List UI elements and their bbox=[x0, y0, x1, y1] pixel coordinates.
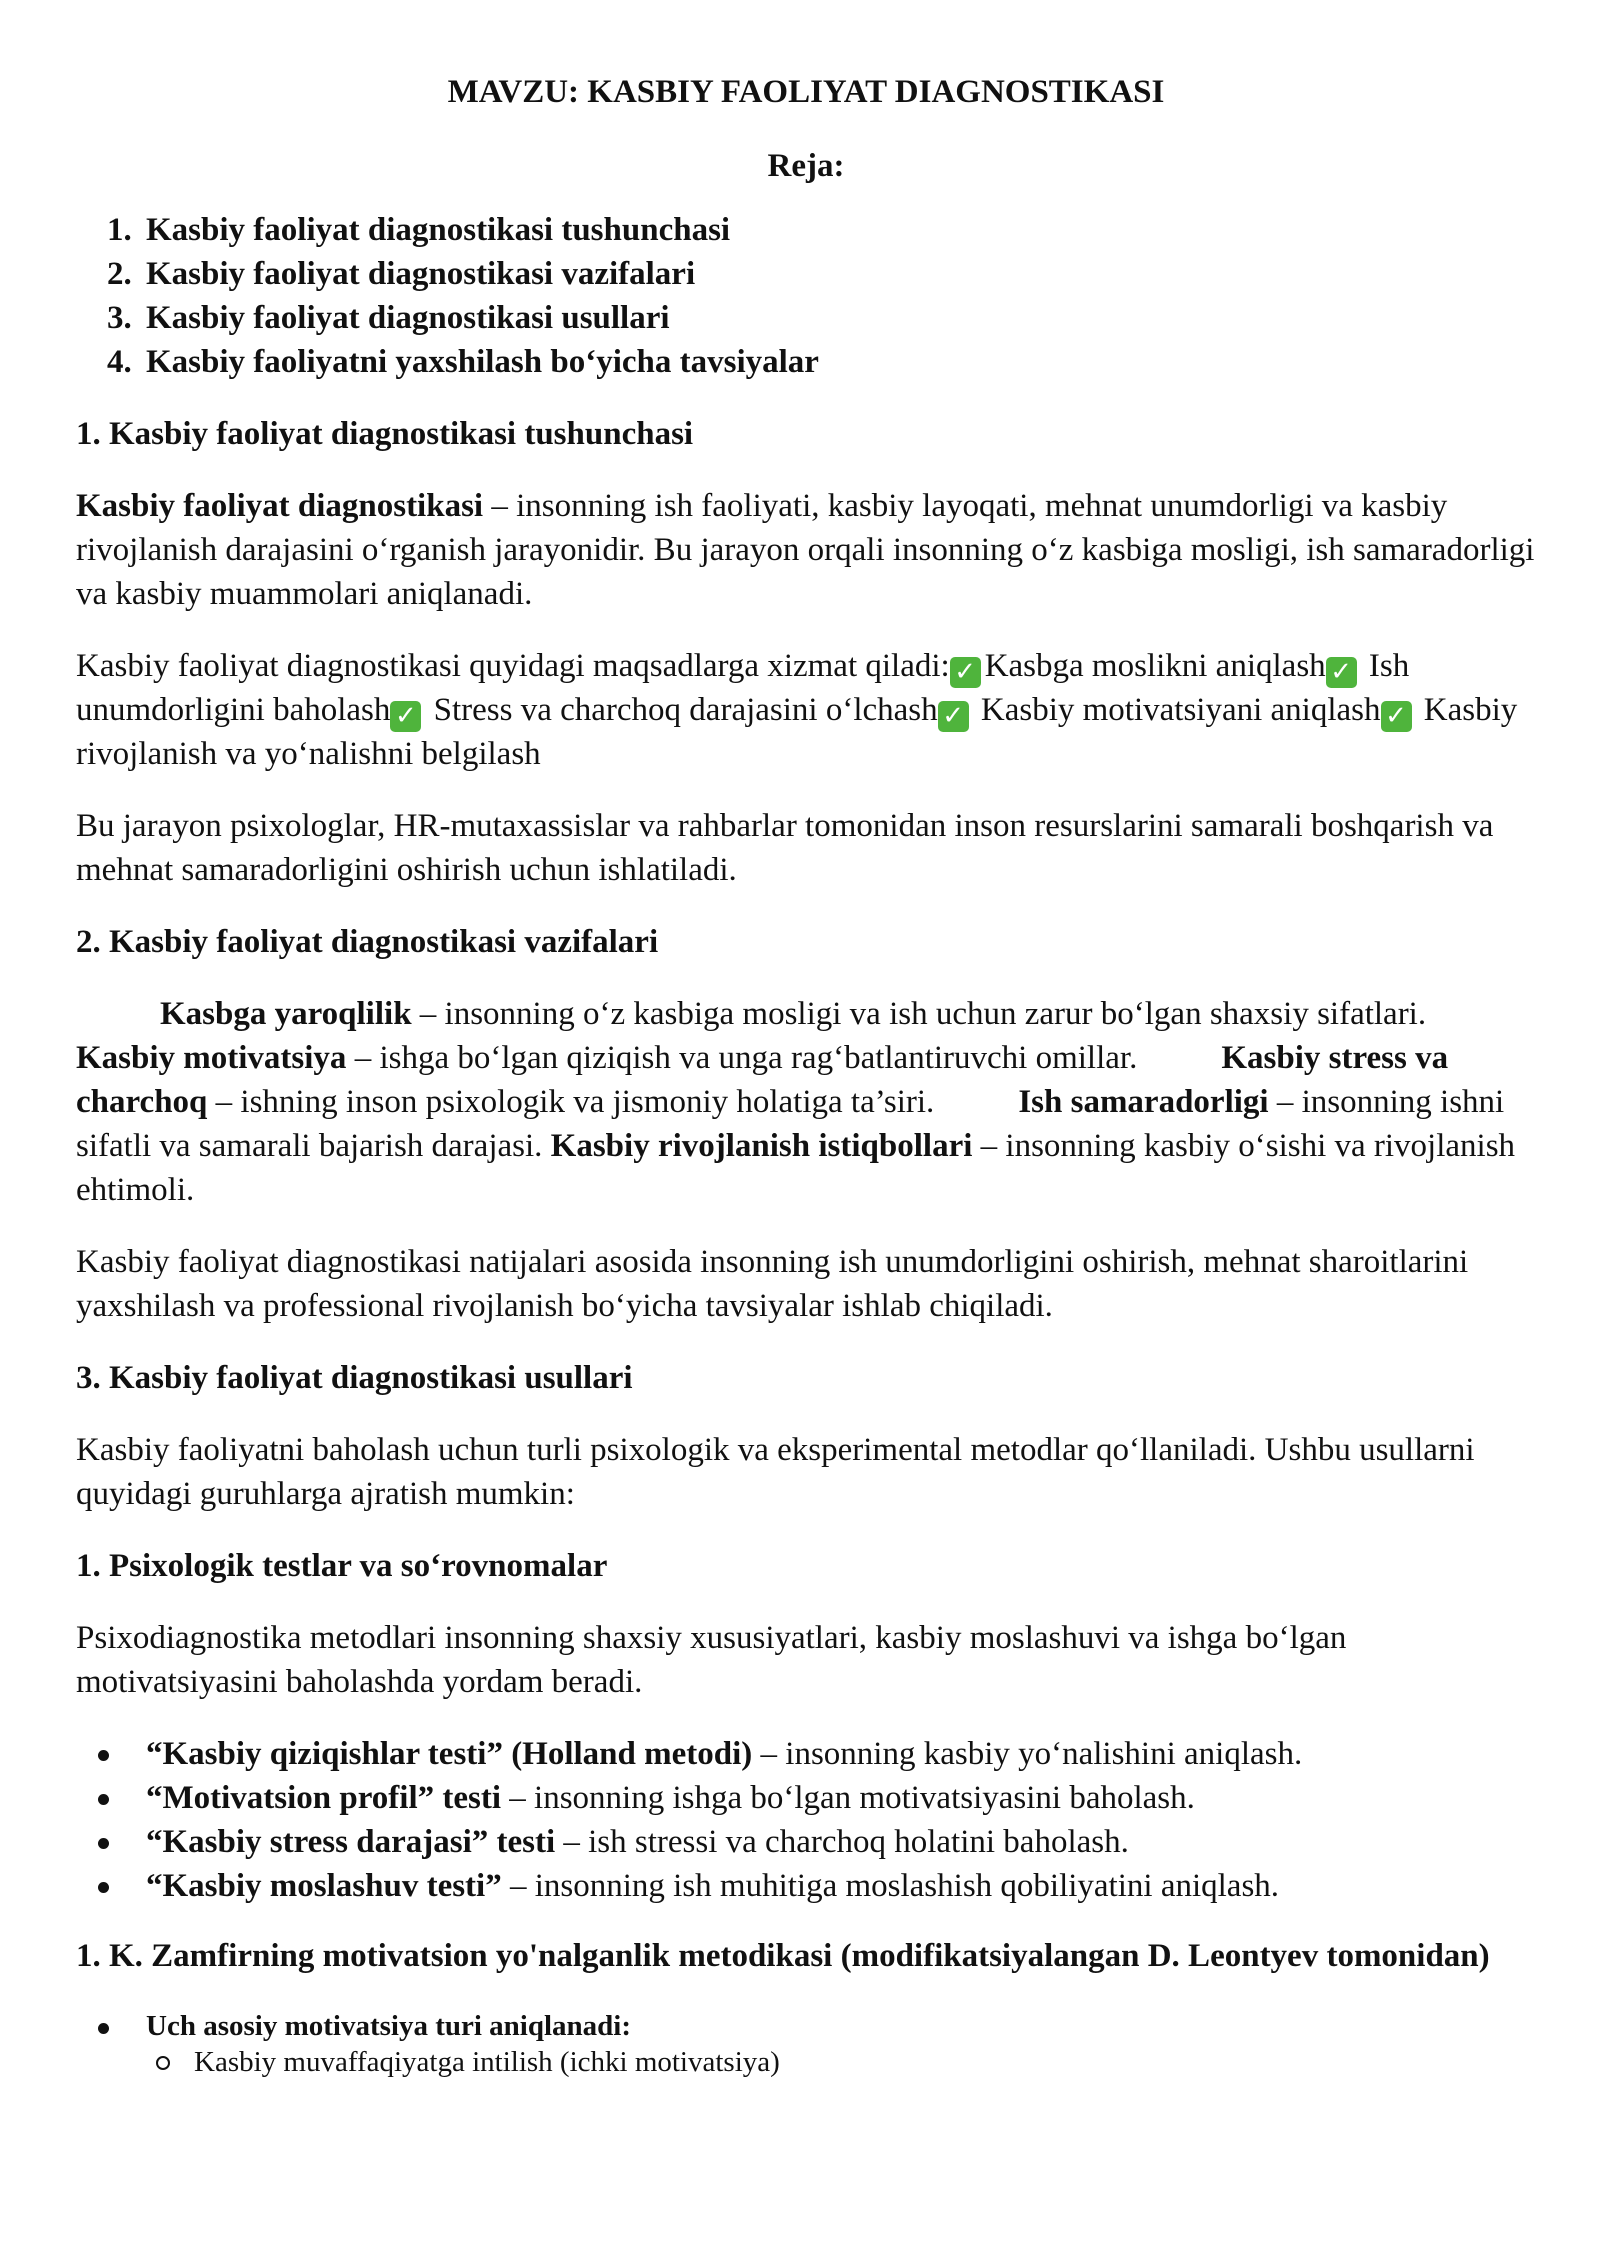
document-title: MAVZU: KASBIY FAOLIYAT DIAGNOSTIKASI bbox=[447, 74, 1165, 110]
definition-paragraph bbox=[76, 484, 1536, 616]
task-text: – insonning kasbiy o‘sishi va rivojlanish ehtimoli. bbox=[76, 1128, 1516, 1208]
list-item bbox=[140, 1820, 1536, 1864]
section-3-heading: 3. Kasbiy faoliyat diagnostikasi usullari bbox=[76, 1360, 633, 1396]
method-bullet-text: Uch asosiy motivatsiya turi aniqlanadi: bbox=[146, 2010, 631, 2042]
plan-list bbox=[76, 208, 1536, 384]
list-item: Kasbiy muvaffaqiyatga intilish (ichki motivatsiya) bbox=[194, 2044, 1536, 2080]
document-page bbox=[76, 70, 1536, 2080]
checkmark-icon: ✓ bbox=[938, 701, 969, 732]
section-2-closing-paragraph: Kasbiy faoliyat diagnostikasi natijalari asosida insonning ish unumdorligini oshirish, mehnat sharoitlarini yaxshilash va professional rivojlanish bo‘yicha tavsiyalar ishlab chiqiladi. bbox=[76, 1244, 1469, 1324]
list-item bbox=[140, 1864, 1536, 1908]
section-1-heading: 1. Kasbiy faoliyat diagnostikasi tushunchasi bbox=[76, 416, 694, 452]
checkmark-icon: ✓ bbox=[1381, 701, 1412, 732]
goal-item: Ish unumdorligini baholash bbox=[76, 648, 1410, 728]
test-description: – ish stressi va charchoq holatini baholash. bbox=[555, 1824, 1129, 1860]
tasks-paragraph bbox=[76, 992, 1536, 1212]
task-text: – insonning o‘z kasbiga mosligi va ish uchun zarur bo‘lgan shaxsiy sifatlari. bbox=[411, 996, 1427, 1032]
test-name: “Kasbiy stress darajasi” testi bbox=[146, 1824, 556, 1860]
checkmark-icon: ✓ bbox=[1326, 657, 1357, 688]
definition-text: – insonning ish faoliyati, kasbiy layoqati, mehnat unumdorligi va kasbiy rivojlanish darajasini o‘rganish jarayonidir. Bu jarayon orqali insonning o‘z kasbiga mosligi, ish samaradorligi va kasbiy muammolari aniqlanadi. bbox=[76, 488, 1535, 612]
subsection-paragraph: Psixodiagnostika metodlari insonning shaxsiy xususiyatlari, kasbiy moslashuvi va ishga bo‘lgan motivatsiyasini baholashda yordam beradi. bbox=[76, 1620, 1347, 1700]
plan-heading: Reja: bbox=[767, 148, 845, 184]
subsection-heading: 1. Psixologik testlar va so‘rovnomalar bbox=[76, 1548, 608, 1584]
definition-term: Kasbiy faoliyat diagnostikasi bbox=[76, 488, 484, 524]
goal-item: Kasbiy rivojlanish va yo‘nalishni belgilash bbox=[76, 692, 1518, 772]
task-term: Kasbiy rivojlanish istiqbollari bbox=[550, 1128, 973, 1164]
list-item bbox=[140, 1776, 1536, 1820]
task-term: Kasbiy motivatsiya bbox=[76, 1040, 347, 1076]
plan-item: 3. Kasbiy faoliyat diagnostikasi usullari bbox=[140, 296, 1536, 340]
task-term: Ish samaradorligi bbox=[1018, 1084, 1269, 1120]
test-name: “Kasbiy qiziqishlar testi” (Holland metodi) bbox=[146, 1736, 753, 1772]
method-heading: 1. K. Zamfirning motivatsion yo'nalganlik metodikasi (modifikatsiyalangan D. Leontyev tomonidan) bbox=[76, 1938, 1490, 1974]
goal-item: Kasbga moslikni aniqlash bbox=[984, 648, 1326, 684]
task-text: – insonning ishni sifatli va samarali bajarish darajasi. bbox=[76, 1084, 1505, 1164]
plan-item: 4. Kasbiy faoliyatni yaxshilash bo‘yicha tavsiyalar bbox=[140, 340, 1536, 384]
tests-list bbox=[76, 1732, 1536, 1908]
list-item bbox=[140, 2008, 1536, 2080]
method-sublist bbox=[146, 2044, 1536, 2080]
task-text: – ishga bo‘lgan qiziqish va unga rag‘batlantiruvchi omillar. bbox=[346, 1040, 1138, 1076]
method-list bbox=[76, 2008, 1536, 2080]
task-text: – ishning inson psixologik va jismoniy holatiga ta’siri. bbox=[207, 1084, 935, 1120]
goal-item: Kasbiy motivatsiyani aniqlash bbox=[980, 692, 1381, 728]
test-name: “Motivatsion profil” testi bbox=[146, 1780, 502, 1816]
test-name: “Kasbiy moslashuv testi” bbox=[146, 1868, 502, 1904]
test-description: – insonning kasbiy yo‘nalishini aniqlash. bbox=[752, 1736, 1303, 1772]
section-2-heading: 2. Kasbiy faoliyat diagnostikasi vazifalari bbox=[76, 924, 659, 960]
task-term: Kasbiy stress va charchoq bbox=[76, 1040, 1449, 1120]
test-description: – insonning ish muhitiga moslashish qobiliyatini aniqlash. bbox=[501, 1868, 1280, 1904]
section-3-intro-paragraph: Kasbiy faoliyatni baholash uchun turli psixologik va eksperimental metodlar qo‘llaniladi. Ushbu usullarni quyidagi guruhlarga ajratish mumkin: bbox=[76, 1432, 1475, 1512]
goal-item: Stress va charchoq darajasini o‘lchash bbox=[433, 692, 938, 728]
section-1-closing-paragraph: Bu jarayon psixologlar, HR-mutaxassislar va rahbarlar tomonidan inson resurslarini samarali boshqarish va mehnat samaradorligini oshirish uchun ishlatiladi. bbox=[76, 808, 1494, 888]
goals-paragraph bbox=[76, 644, 1536, 776]
task-term: Kasbga yaroqlilik bbox=[160, 996, 412, 1032]
plan-item: 1. Kasbiy faoliyat diagnostikasi tushunchasi bbox=[140, 208, 1536, 252]
plan-item: 2. Kasbiy faoliyat diagnostikasi vazifalari bbox=[140, 252, 1536, 296]
checkmark-icon: ✓ bbox=[390, 701, 421, 732]
test-description: – insonning ishga bo‘lgan motivatsiyasini baholash. bbox=[501, 1780, 1195, 1816]
checkmark-icon: ✓ bbox=[950, 657, 981, 688]
list-item bbox=[140, 1732, 1536, 1776]
goals-intro: Kasbiy faoliyat diagnostikasi quyidagi maqsadlarga xizmat qiladi: bbox=[76, 648, 950, 684]
